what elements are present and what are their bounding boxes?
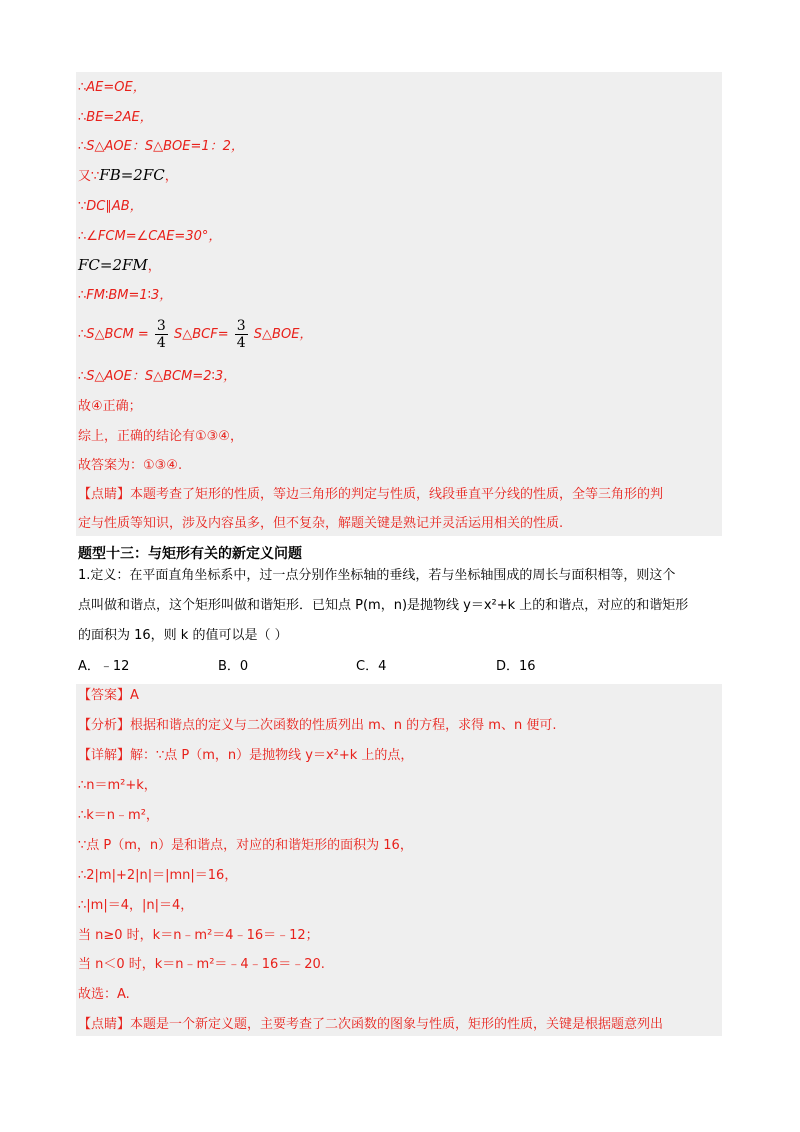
detail-line: ∵点 P（m，n）是和谐点，对应的和谐矩形的面积为 16，: [78, 838, 413, 853]
solution-line: ∴FM∶BM=1∶3，: [78, 288, 173, 303]
detail-line: ∴n＝m²+k，: [78, 778, 157, 793]
solution-line: ∴BE=2AE，: [78, 110, 153, 125]
analysis-line: 【分析】根据和谐点的定义与二次函数的性质列出 m、n 的方程，求得 m、n 便可.: [78, 718, 557, 733]
option-d: D．16: [496, 659, 536, 674]
option-a: A．﹣12: [78, 659, 130, 674]
option-c: C．4: [356, 659, 387, 674]
comment-line: 定与性质等知识，涉及内容虽多，但不复杂，解题关键是熟记并灵活运用相关的性质.: [78, 516, 564, 531]
solution-line: ∴AE=OE，: [78, 80, 146, 95]
solution-line: 又∵FB=2FC，: [78, 166, 178, 184]
solution-line: ∴S△AOE：S△BCM=2∶3，: [78, 369, 237, 384]
math-expression: FC=2FM: [78, 256, 148, 274]
section-heading: 题型十三：与矩形有关的新定义问题: [78, 546, 302, 562]
comment-line: 【点睛】本题考查了矩形的性质，等边三角形的判定与性质，线段垂直平分线的性质，全等三角形的判: [78, 487, 664, 502]
solution-line: ∴S△BCM = $\frac{3}{4}$ S△BCF= $\frac{3}{4}$ S△BOE，: [78, 318, 313, 351]
detail-line: 【详解】解：∵点 P（m，n）是抛物线 y＝x²+k 上的点，: [78, 748, 414, 763]
comment-line: 【点睛】本题是一个新定义题，主要考查了二次函数的图象与性质，矩形的性质，关键是根据题意列出: [78, 1017, 664, 1032]
solution-line: ∴∠FCM=∠CAE=30°，: [78, 229, 222, 244]
question-line: 1.定义：在平面直角坐标系中，过一点分别作坐标轴的垂线，若与坐标轴围成的周长与面积相等，则这个: [78, 568, 676, 583]
answer-line: 【答案】A: [78, 688, 139, 703]
fraction: $\frac{3}{4}$: [156, 318, 166, 351]
solution-line: ∴S△AOE：S△BOE=1：2，: [78, 139, 244, 154]
solution-line: 综上，正确的结论有①③④，: [78, 429, 243, 444]
solution-block-bottom: [76, 684, 722, 1036]
solution-line: 故答案为：①③④.: [78, 458, 183, 473]
option-b: B．0: [218, 659, 249, 674]
question-line: 的面积为 16，则 k 的值可以是（ ）: [78, 628, 288, 643]
detail-line: ∴|m|＝4，|n|＝4，: [78, 898, 194, 913]
solution-line: 故④正确；: [78, 399, 142, 414]
question-line: 点叫做和谐点，这个矩形叫做和谐矩形．已知点 P(m，n)是抛物线 y＝x²+k 上的和谐点，对应的和谐矩形: [78, 598, 689, 613]
math-expression: FB=2FC: [99, 166, 165, 184]
solution-line: ∵DC∥AB，: [78, 199, 143, 214]
fraction: $\frac{3}{4}$: [236, 318, 246, 351]
detail-line: 当 n≥0 时，k＝n﹣m²＝4﹣16＝﹣12；: [78, 928, 319, 943]
detail-line: 当 n＜0 时，k＝n﹣m²＝﹣4﹣16＝﹣20.: [78, 957, 325, 972]
detail-line: ∴k＝n﹣m²，: [78, 808, 159, 823]
detail-line: 故选：A.: [78, 987, 130, 1002]
solution-line: FC=2FM，: [78, 256, 161, 274]
detail-line: ∴2|m|+2|n|＝|mn|＝16，: [78, 868, 238, 883]
